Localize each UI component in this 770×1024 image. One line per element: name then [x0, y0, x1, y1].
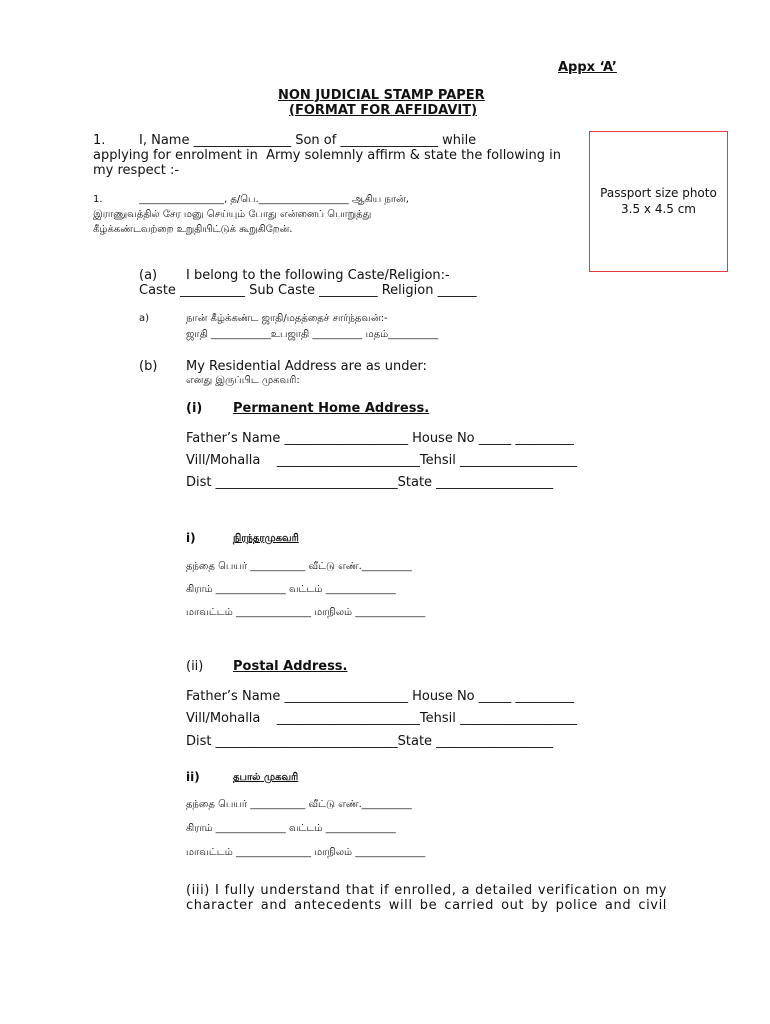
postal-heading: Postal Address.: [233, 659, 348, 674]
permanent-tamil-row1: தந்தை பெயர் ___________ வீட்டு எண்.__________: [186, 561, 412, 572]
permanent-tamil-row2: கிராம் ______________ வட்டம் ______________: [186, 584, 396, 595]
address-label: (b): [139, 359, 158, 374]
permanent-tamil-heading: நிரந்தரமுகவரி: [233, 533, 299, 544]
permanent-row-district: Dist ____________________________State __________________: [186, 475, 554, 490]
postal-label: (ii): [186, 659, 204, 674]
para1-line2: applying for enrolment in Army solemnly affirm & state the following in: [93, 148, 561, 163]
permanent-heading: Permanent Home Address.: [233, 401, 430, 416]
tamil1-line1: _________________, த/பெ.__________________ ஆகிய நான்,: [139, 194, 409, 205]
postal-tamil-row3: மாவட்டம் _______________ மாநிலம் ______________: [186, 847, 426, 858]
permanent-label: (i): [186, 401, 203, 416]
caste-tamil-label: a): [139, 313, 150, 324]
postal-tamil-row2: கிராம் ______________ வட்டம் ______________: [186, 823, 396, 834]
para3-line2: character and antecedents will be carried out by police and civil: [186, 898, 667, 913]
photo-size: 3.5 x 4.5 cm: [621, 202, 696, 216]
tamil1-number: 1.: [93, 194, 103, 205]
para1-line3: my respect :-: [93, 163, 180, 178]
para1-number: 1.: [93, 133, 106, 148]
postal-row-village: Vill/Mohalla ______________________Tehsil __________________: [186, 711, 578, 726]
photo-label: Passport size photo: [600, 186, 717, 200]
passport-photo-box: [589, 131, 728, 272]
appendix-label: Appx ‘A’: [558, 60, 617, 75]
permanent-row-village: Vill/Mohalla ______________________Tehsil __________________: [186, 453, 578, 468]
postal-row-father: Father’s Name ___________________ House No _____ _________: [186, 689, 574, 704]
tamil1-line3: கீழ்க்கண்டவற்றை உறுதியிட்டுக் கூறுகிறேன்.: [93, 224, 293, 235]
document-title: NON JUDICIAL STAMP PAPER: [278, 88, 485, 103]
postal-row-district: Dist ____________________________State __________________: [186, 734, 554, 749]
document-subtitle: (FORMAT FOR AFFIDAVIT): [289, 103, 478, 118]
caste-line2: Caste __________ Sub Caste _________ Religion ______: [139, 283, 477, 298]
postal-tamil-label: ii): [186, 770, 200, 784]
para3-line1: (iii) I fully understand that if enrolled, a detailed verification on my: [186, 883, 667, 898]
tamil1-line2: இராணுவத்தில் சேர மனு செய்யும் போது என்னைப் பொறுத்து: [93, 209, 372, 220]
caste-tamil-line1: நான் கீழ்க்கண்ட ஜாதி/மதத்தைச் சார்ந்தவன்:-: [186, 313, 388, 324]
postal-tamil-heading: தபால் முகவரி: [233, 772, 299, 783]
permanent-row-father: Father’s Name ___________________ House No _____ _________: [186, 431, 574, 446]
postal-tamil-row1: தந்தை பெயர் ___________ வீட்டு எண்.__________: [186, 799, 412, 810]
permanent-tamil-label: i): [186, 531, 196, 545]
permanent-tamil-row3: மாவட்டம் _______________ மாநிலம் ______________: [186, 607, 426, 618]
address-line1: My Residential Address are as under:: [186, 359, 427, 374]
caste-tamil-line2: ஜாதி ____________உபஜாதி __________ மதம்__________: [186, 329, 439, 340]
para1-line1: I, Name _______________ Son of _______________ while: [139, 133, 477, 148]
address-line2: எனது இருப்பிட முகவரி:: [186, 375, 300, 386]
caste-label: (a): [139, 268, 158, 283]
caste-line1: I belong to the following Caste/Religion:-: [186, 268, 450, 283]
